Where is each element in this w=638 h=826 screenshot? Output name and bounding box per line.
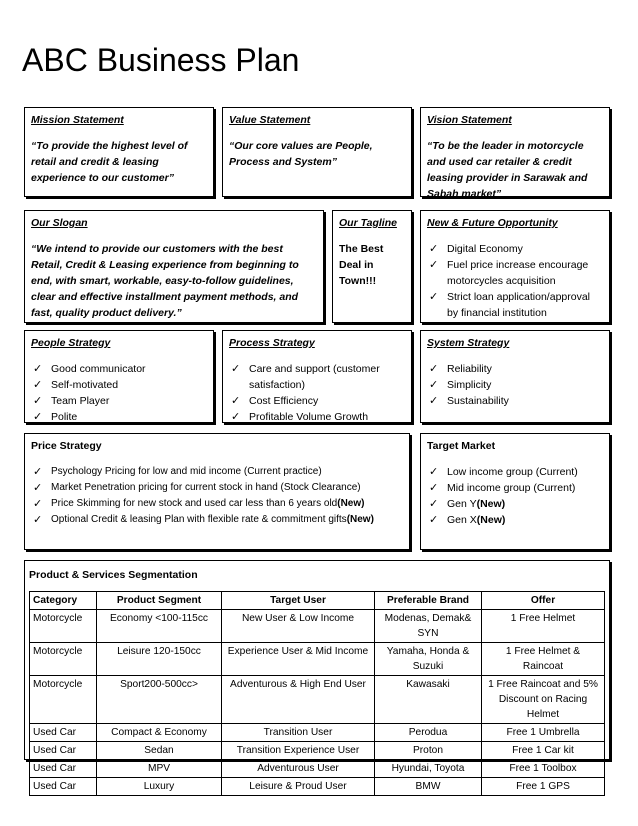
table-cell: Luxury: [97, 778, 222, 796]
process-heading: Process Strategy: [229, 337, 315, 349]
check-icon: ✓: [429, 395, 439, 407]
target-list: [427, 464, 603, 528]
check-icon: ✓: [429, 514, 439, 526]
column-header: Preferable Brand: [375, 592, 482, 610]
check-icon: ✓: [33, 498, 43, 510]
list-item: ✓ Low income group (Current): [429, 466, 578, 478]
list-item: ✓ Simplicity: [429, 379, 492, 391]
opportunity-heading: New & Future Opportunity: [427, 217, 558, 229]
list-item: ✓ Psychology Pricing for low and mid income (Current practice): [33, 466, 322, 478]
list-item: ✓ Strict loan application/approval by financial institution: [429, 291, 591, 319]
table-cell: Compact & Economy: [97, 724, 222, 742]
system-strategy-box: [420, 330, 610, 423]
vision-heading: Vision Statement: [427, 114, 512, 126]
table-cell: Sport200-500cc>: [97, 676, 222, 724]
table-cell: Yamaha, Honda & Suzuki: [375, 643, 482, 676]
list-item: ✓ Cost Efficiency: [231, 395, 319, 407]
list-item: ✓ Digital Economy: [429, 243, 523, 255]
table-cell: Leisure & Proud User: [222, 778, 375, 796]
list-item: ✓ Team Player: [33, 395, 110, 407]
list-item: ✓ Care and support (customer satisfaction): [231, 363, 380, 391]
segmentation-box: [24, 560, 610, 792]
tagline-box: [332, 210, 412, 323]
page-title: ABC Business Plan: [22, 42, 300, 78]
table-cell: Modenas, Demak& SYN: [375, 610, 482, 643]
mission-statement-box: [24, 107, 214, 197]
table-cell: Hyundai, Toyota: [375, 760, 482, 778]
people-list: [31, 361, 207, 425]
list-item: ✓ Gen Y(New): [429, 498, 506, 510]
table-cell: Leisure 120-150cc: [97, 643, 222, 676]
table-cell: BMW: [375, 778, 482, 796]
table-cell: 1 Free Helmet: [482, 610, 605, 643]
table-row: [30, 760, 605, 778]
column-header: Category: [30, 592, 97, 610]
list-item: ✓ Mid income group (Current): [429, 482, 576, 494]
check-icon: ✓: [33, 482, 43, 494]
list-item: ✓ Price Skimming for new stock and used car less than 6 years old(New): [33, 498, 365, 510]
slogan-text: “We intend to provide our customers with the best Retail, Credit & Leasing experience from beginning to end, with smart, workable, easy-to-follow guidelines, clear and effective installment payment methods, and fast, quality product delivery.”: [31, 243, 299, 319]
price-list: [31, 464, 403, 528]
check-icon: ✓: [429, 498, 439, 510]
table-cell: Free 1 GPS: [482, 778, 605, 796]
table-row: [30, 724, 605, 742]
column-header: Product Segment: [97, 592, 222, 610]
check-icon: ✓: [33, 514, 43, 526]
check-icon: ✓: [231, 363, 241, 375]
mission-text: “To provide the highest level of retail and credit & leasing experience to our customer”: [31, 140, 188, 184]
table-row: [30, 742, 605, 760]
table-cell: Adventurous & High End User: [222, 676, 375, 724]
check-icon: ✓: [33, 363, 43, 375]
table-cell: Used Car: [30, 760, 97, 778]
table-cell: Proton: [375, 742, 482, 760]
value-text: “Our core values are People, Process and System”: [229, 140, 373, 168]
table-cell: Economy <100-115cc: [97, 610, 222, 643]
segmentation-heading: Product & Services Segmentation: [29, 569, 198, 581]
table-cell: MPV: [97, 760, 222, 778]
people-heading: People Strategy: [31, 337, 111, 349]
table-cell: 1 Free Helmet & Raincoat: [482, 643, 605, 676]
price-heading: Price Strategy: [31, 440, 102, 452]
process-list: [229, 361, 405, 425]
list-item: ✓ Self-motivated: [33, 379, 119, 391]
table-cell: Used Car: [30, 742, 97, 760]
tagline-heading: Our Tagline: [339, 217, 397, 229]
list-item: ✓ Fuel price increase encourage motorcycles acquisition: [429, 259, 589, 287]
column-header: Offer: [482, 592, 605, 610]
tagline-text: The Best Deal in Town!!!: [339, 243, 384, 287]
table-cell: Experience User & Mid Income: [222, 643, 375, 676]
check-icon: ✓: [33, 411, 43, 423]
table-cell: Adventurous User: [222, 760, 375, 778]
table-cell: Perodua: [375, 724, 482, 742]
list-item: ✓ Market Penetration pricing for current stock in hand (Stock Clearance): [33, 482, 361, 494]
table-cell: Free 1 Toolbox: [482, 760, 605, 778]
system-list: [427, 361, 603, 409]
list-item: ✓ Reliability: [429, 363, 492, 375]
check-icon: ✓: [429, 259, 439, 271]
process-strategy-box: [222, 330, 412, 423]
table-cell: Sedan: [97, 742, 222, 760]
check-icon: ✓: [429, 291, 439, 303]
mission-heading: Mission Statement: [31, 114, 124, 126]
system-heading: System Strategy: [427, 337, 510, 349]
value-statement-box: [222, 107, 412, 197]
table-cell: Transition Experience User: [222, 742, 375, 760]
check-icon: ✓: [33, 466, 43, 478]
table-row: [30, 778, 605, 796]
list-item: ✓ Good communicator: [33, 363, 146, 375]
table-row: [30, 643, 605, 676]
slogan-box: [24, 210, 324, 323]
check-icon: ✓: [429, 466, 439, 478]
list-item: ✓ Polite: [33, 411, 78, 423]
vision-statement-box: [420, 107, 610, 200]
price-strategy-box: [24, 433, 410, 550]
table-cell: New User & Low Income: [222, 610, 375, 643]
table-cell: Used Car: [30, 778, 97, 796]
list-item: ✓ Profitable Volume Growth: [231, 411, 369, 423]
table-row: [30, 676, 605, 724]
check-icon: ✓: [231, 395, 241, 407]
column-header: Target User: [222, 592, 375, 610]
table-cell: Motorcycle: [30, 676, 97, 724]
check-icon: ✓: [429, 243, 439, 255]
target-heading: Target Market: [427, 440, 496, 452]
value-heading: Value Statement: [229, 114, 311, 126]
list-item: ✓ Sustainability: [429, 395, 509, 407]
list-item: ✓ Optional Credit & leasing Plan with flexible rate & commitment gifts(New): [33, 514, 374, 526]
list-item: ✓ Gen X(New): [429, 514, 506, 526]
check-icon: ✓: [429, 482, 439, 494]
table-cell: Free 1 Umbrella: [482, 724, 605, 742]
table-cell: Motorcycle: [30, 643, 97, 676]
table-cell: 1 Free Raincoat and 5% Discount on Racing Helmet: [482, 676, 605, 724]
table-header-row: [30, 592, 605, 610]
check-icon: ✓: [33, 379, 43, 391]
target-market-box: [420, 433, 610, 550]
table-cell: Free 1 Car kit: [482, 742, 605, 760]
table-cell: Motorcycle: [30, 610, 97, 643]
opportunity-list: [427, 241, 603, 321]
table-cell: Used Car: [30, 724, 97, 742]
segmentation-table: [29, 591, 605, 796]
check-icon: ✓: [231, 411, 241, 423]
check-icon: ✓: [429, 363, 439, 375]
table-cell: Kawasaki: [375, 676, 482, 724]
opportunity-box: [420, 210, 610, 323]
vision-text: “To be the leader in motorcycle and used car retailer & credit leasing provider in Sarawak and Sabah market”: [427, 140, 588, 200]
table-row: [30, 610, 605, 643]
people-strategy-box: [24, 330, 214, 423]
check-icon: ✓: [429, 379, 439, 391]
check-icon: ✓: [33, 395, 43, 407]
table-cell: Transition User: [222, 724, 375, 742]
slogan-heading: Our Slogan: [31, 217, 88, 229]
